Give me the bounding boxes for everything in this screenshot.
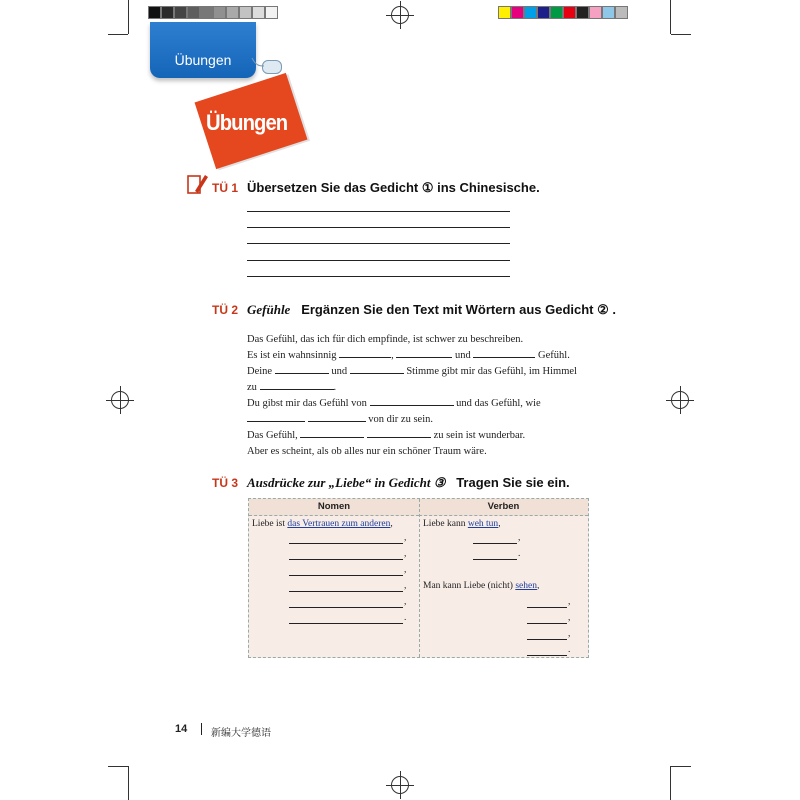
- red-swatch: [563, 6, 576, 19]
- nomen-punct: ,: [404, 581, 407, 591]
- cloze-text: von dir zu sein.: [368, 414, 433, 425]
- cell-text: Liebe ist: [252, 519, 285, 529]
- blank-field[interactable]: [247, 411, 305, 422]
- blank-field[interactable]: [396, 347, 452, 358]
- section-tab: [150, 22, 256, 78]
- cloze-text: Es ist ein wahnsinnig: [247, 350, 337, 361]
- exercise-2-topic: Gefühle: [247, 302, 291, 317]
- cloze-text: und: [331, 366, 348, 377]
- blank-field[interactable]: [473, 347, 535, 358]
- cell-punct: ,: [498, 519, 501, 529]
- exercise-3-number: TÜ 3: [212, 476, 239, 490]
- verben-punct: ,: [518, 533, 521, 543]
- verben-answer-line[interactable]: [473, 559, 517, 560]
- exercise-3-title: [247, 475, 570, 491]
- cyan-swatch: [524, 6, 537, 19]
- answer-line: [247, 260, 510, 261]
- blank-field[interactable]: [339, 347, 391, 358]
- mouse-cord: [250, 56, 270, 72]
- registration-mark: [671, 391, 689, 409]
- registration-mark: [391, 6, 409, 24]
- answer-line: [247, 227, 510, 228]
- verben-answer-line[interactable]: [527, 623, 567, 624]
- section-tab-label: Übungen: [174, 52, 232, 68]
- cloze-text: zu sein ist wunderbar.: [433, 430, 526, 441]
- nomen-punct: ,: [404, 549, 407, 559]
- gray-swatch: [187, 6, 200, 19]
- registration-mark: [391, 776, 409, 794]
- crop-mark: [671, 766, 691, 767]
- verben-punct: ,: [568, 597, 571, 607]
- cloze-text: und das Gefühl, wie: [456, 398, 541, 409]
- gray-swatch: [239, 6, 252, 19]
- exercise-1-number: TÜ 1: [212, 181, 239, 195]
- yellow-swatch: [498, 6, 511, 19]
- table-header-nomen: Nomen: [249, 499, 419, 516]
- column-divider: [419, 499, 420, 657]
- lightblue-swatch: [602, 6, 615, 19]
- cell-text: Man kann Liebe (nicht): [423, 581, 513, 591]
- crop-mark: [128, 0, 129, 34]
- verben-answer-line[interactable]: [527, 639, 567, 640]
- crop-mark: [108, 766, 128, 767]
- exercise-3-topic: Ausdrücke zur „Liebe“ in Gedicht ③: [247, 475, 446, 490]
- crop-mark: [670, 0, 671, 34]
- cell-punct: ,: [390, 519, 393, 529]
- green-swatch: [550, 6, 563, 19]
- nomen-answer-line[interactable]: [289, 607, 403, 608]
- gray-swatch: [148, 6, 161, 19]
- crop-mark: [108, 34, 128, 35]
- crop-mark: [670, 766, 671, 800]
- cloze-text: Das Gefühl, das ich für dich empfinde, ist schwer zu beschreiben.: [247, 334, 524, 345]
- cell-text: Liebe kann: [423, 519, 466, 529]
- exercise-3-instruction: Tragen Sie sie ein.: [456, 475, 570, 490]
- blank-field[interactable]: [260, 379, 334, 390]
- exercise-2-title: [247, 302, 616, 318]
- pencil-icon: [187, 173, 209, 195]
- nomen-example-link[interactable]: das Vertrauen zum anderen: [287, 519, 391, 529]
- footer-divider: [201, 723, 202, 735]
- nomen-example-row: [252, 519, 393, 529]
- cloze-text: Du gibst mir das Gefühl von: [247, 398, 367, 409]
- verben-punct: ,: [568, 629, 571, 639]
- blank-field[interactable]: [367, 427, 431, 438]
- blue-swatch: [537, 6, 550, 19]
- answer-line: [247, 243, 510, 244]
- black-swatch: [576, 6, 589, 19]
- nomen-answer-line[interactable]: [289, 543, 403, 544]
- verben-answer-line[interactable]: [527, 655, 567, 656]
- gray-swatch: [200, 6, 213, 19]
- cloze-text: Deine: [247, 366, 273, 377]
- exercise-1-title: Übersetzen Sie das Gedicht ① ins Chinesische.: [247, 180, 540, 195]
- blank-field[interactable]: [350, 363, 404, 374]
- cloze-line-8: [247, 443, 487, 461]
- book-title: 新编大学德语: [211, 728, 271, 739]
- crop-mark: [128, 766, 129, 800]
- cell-punct: ,: [536, 581, 540, 591]
- nomen-punct: ,: [404, 597, 407, 607]
- gray-swatch: [226, 6, 239, 19]
- blank-field[interactable]: [370, 395, 454, 406]
- blank-field[interactable]: [275, 363, 329, 374]
- cloze-text: Stimme gibt mir das Gefühl, im Himmel: [406, 366, 577, 377]
- nomen-answer-line[interactable]: [289, 559, 403, 560]
- process-color-bar: [498, 6, 628, 19]
- gray-swatch: [213, 6, 226, 19]
- gray-swatch: [252, 6, 265, 19]
- cloze-text: Aber es scheint, als ob alles nur ein schöner Traum wäre.: [247, 446, 487, 457]
- cloze-text: und: [455, 350, 471, 361]
- exercise-2-instruction: Ergänzen Sie den Text mit Wörtern aus Gedicht ② .: [301, 302, 616, 317]
- nomen-punct: ,: [404, 533, 407, 543]
- cloze-text: zu: [247, 382, 257, 393]
- verben-punct: ,: [568, 613, 571, 623]
- crop-mark: [671, 34, 691, 35]
- registration-mark: [111, 391, 129, 409]
- gray-swatch: [615, 6, 628, 19]
- verben-answer-line[interactable]: [473, 543, 517, 544]
- gray-color-bar: [148, 6, 278, 19]
- cloze-text: Gefühl.: [538, 350, 570, 361]
- blank-field[interactable]: [308, 411, 366, 422]
- magenta-swatch: [511, 6, 524, 19]
- verben-answer-line[interactable]: [527, 607, 567, 608]
- gray-swatch: [265, 6, 278, 19]
- answer-line: [247, 276, 510, 277]
- nomen-punct: .: [404, 613, 407, 623]
- page-number: 14: [175, 723, 188, 735]
- verben-punct: .: [518, 549, 521, 559]
- expressions-table: [248, 498, 589, 658]
- answer-line: [247, 211, 510, 212]
- blank-field[interactable]: [300, 427, 364, 438]
- gray-swatch: [161, 6, 174, 19]
- verben-example-row-2: [423, 581, 539, 591]
- nomen-punct: ,: [404, 565, 407, 575]
- cloze-text: .: [333, 382, 337, 393]
- nomen-answer-line[interactable]: [289, 575, 403, 576]
- table-header-verben: Verben: [419, 499, 588, 516]
- cloze-text: Das Gefühl,: [247, 430, 298, 441]
- verben-example-row-1: [423, 519, 501, 529]
- verben-example-link-2[interactable]: sehen: [515, 581, 537, 591]
- cloze-text: ,: [391, 350, 394, 361]
- exercise-2-number: TÜ 2: [212, 303, 239, 317]
- verben-punct: .: [568, 645, 571, 655]
- gray-swatch: [174, 6, 187, 19]
- verben-example-link-1[interactable]: weh tun: [467, 519, 499, 529]
- nomen-answer-line[interactable]: [289, 623, 403, 624]
- nomen-answer-line[interactable]: [289, 591, 403, 592]
- pink-swatch: [589, 6, 602, 19]
- section-banner-label: Übungen: [206, 110, 288, 135]
